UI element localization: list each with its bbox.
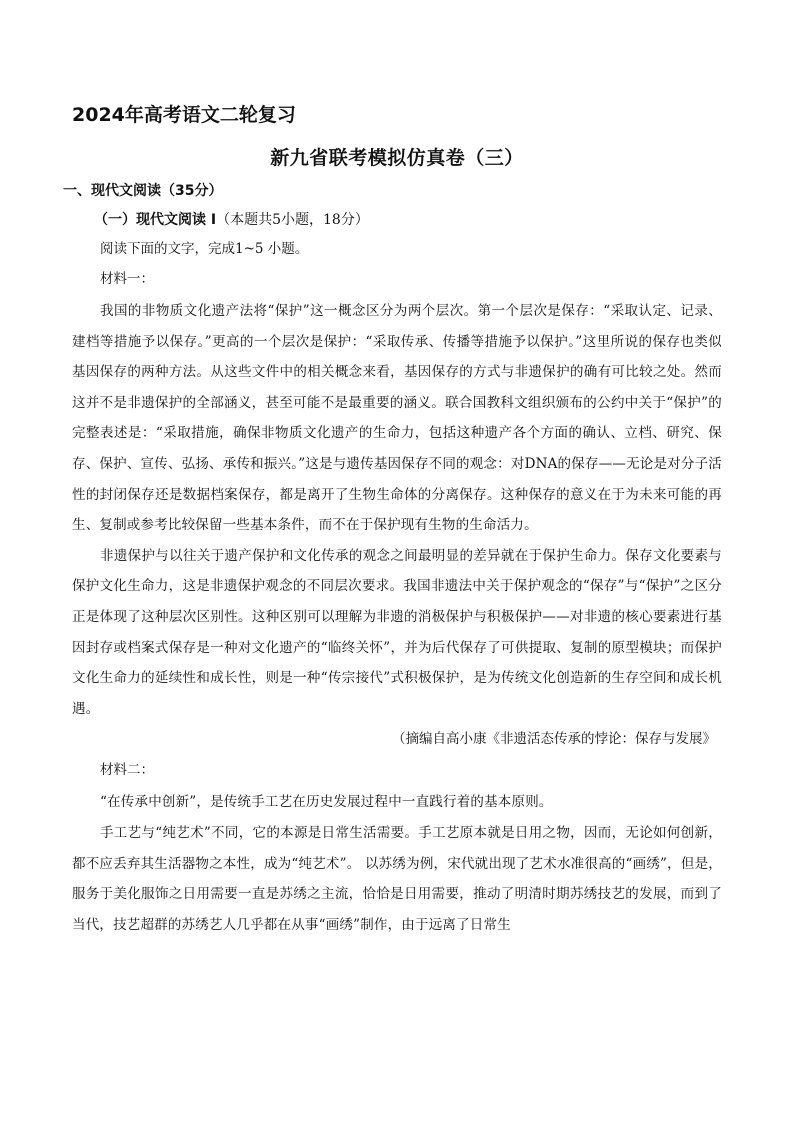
material-two-label: 材料二： <box>100 762 154 779</box>
instruction-text: 阅读下面的文字，完成1~5 小题。 <box>100 241 309 257</box>
sub-heading <box>94 207 722 233</box>
header-title: 2024年高考语文二轮复习 <box>72 104 296 126</box>
material-one-label: 材料一： <box>100 271 154 287</box>
paper-title: 新九省联考模拟仿真卷（三） <box>270 147 524 169</box>
sub-heading-rest: （本题共5小题，18分） <box>216 212 369 228</box>
material-one-source: （摘编自高小康《非遗活态传承的悖论：保存与发展》 <box>392 731 716 748</box>
material-one-paragraph: 非遗保护与以往关于遗产保护和文化传承的观念之间最明显的差异就在于保护生命力。保存文化要素与保护文化生命力，这是非遗保护观念的不同层次要求。我国非遗法中关于保护观念的“保存”与“保护”之区分正是体现了这种层次区别性。这种区别可以理解为非遗的消极保护与积极保护——对非遗的核心要素进行基因封存或档案式保存是一种对文化遗产的“临终关怀”，并为后代保存了可供提取、复制的原型模块；而保护文化生命力的延续性和成长性，则是一种“传宗接代”式积极保护，是为传统文化创造新的生存空间和成长机遇。 <box>72 547 722 717</box>
material-two-paragraph: “在传承中创新”，是传统手工艺在历史发展过程中一直践行着的基本原则。 <box>100 794 553 811</box>
material-one-paragraph: 我国的非物质文化遗产法将“保护”这一概念区分为两个层次。第一个层次是保存：“采取认定、记录、建档等措施予以保存。”更高的一个层次是保护：“采取传承、传播等措施予以保护。”这里所说的保存也类似基因保存的两种方法。从这些文件中的相关概念来看，基因保存的方式与非遗保护的确有可比较之处。然而这并不是非遗保护的全部涵义，甚至可能不是最重要的涵义。联合国教科文组织颁布的公约中关于“保护”的完整表述是：“采取措施，确保非物质文化遗产的生命力，包括这种遗产各个方面的确认、立档、研究、保存、保护、宣传、弘扬、承传和振兴。”这是与遗传基因保存不同的观念：对DNA的保存——无论是对分子活性的封闭保存还是数据档案保存，都是离开了生物生命体的分离保存。这种保存的意义在于为未来可能的再生、复制或参考比较保留一些基本条件，而不在于保护现有生物的生命活力。 <box>72 303 722 534</box>
sub-heading-bold: （一）现代文阅读 Ⅰ <box>94 212 217 228</box>
section-heading: 一、现代文阅读（35分） <box>63 183 223 199</box>
material-two-paragraph: 手工艺与“纯艺术”不同，它的本源是日常生活需要。手工艺原本就是日用之物，因而，无论如何创新，都不应丢弃其生活器物之本性，成为“纯艺术”。 以苏绣为例，宋代就出现了艺术水准很高的“画绣”，但是，服务于美化服饰之日用需要一直是苏绣之主流，恰恰是日用需要，推动了明清时期苏绣技艺的发展，而到了当代，技艺超群的苏绣艺人几乎都在从事“画绣”制作，由于远离了日常生 <box>72 824 722 933</box>
